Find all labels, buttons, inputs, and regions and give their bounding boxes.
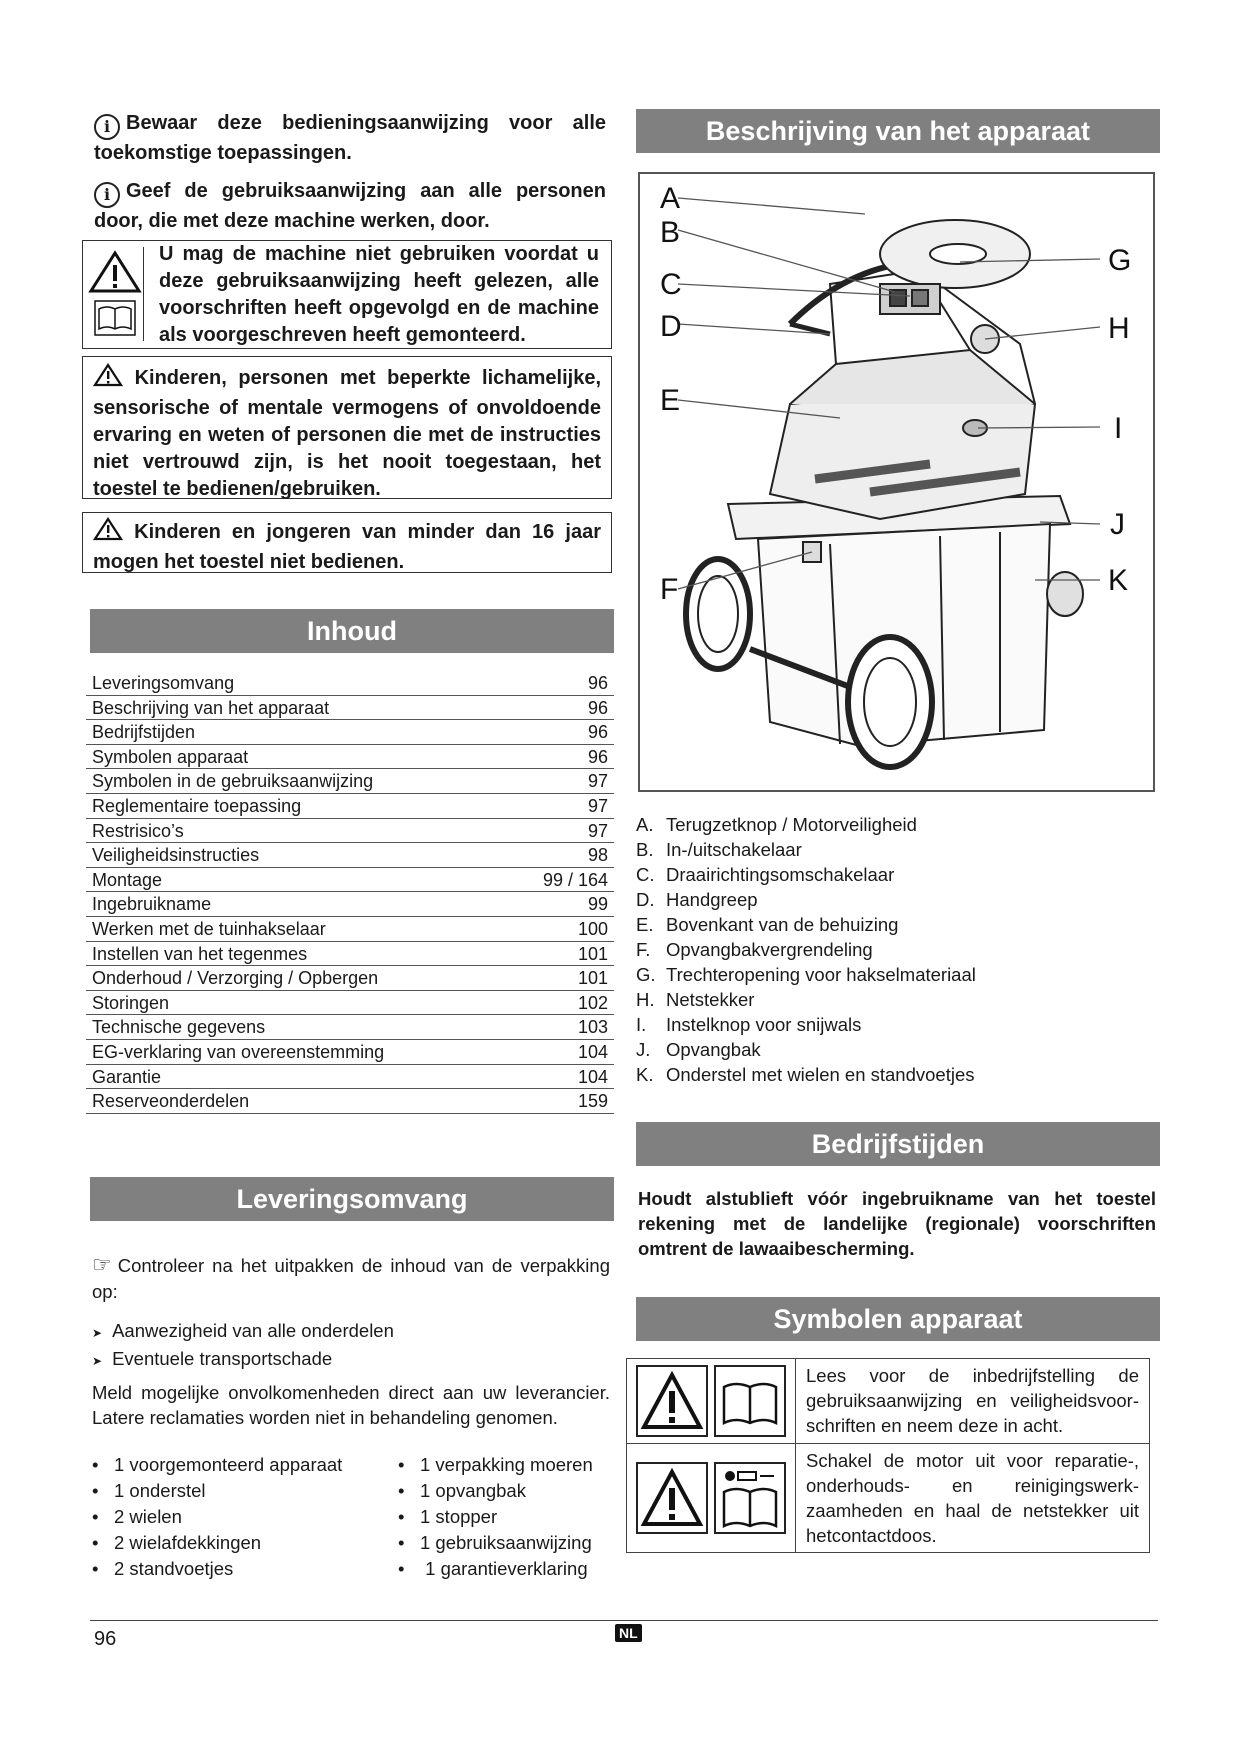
part-description: Handgreep — [666, 889, 758, 910]
section-banner-symbolen: Symbolen apparaat — [636, 1297, 1160, 1341]
part-description: Trechteropening voor hakselmateriaal — [666, 964, 976, 985]
toc-entry-page: 99 — [587, 894, 608, 915]
table-row — [86, 843, 614, 868]
toc-entry-label: Technische gegevens — [92, 1017, 266, 1038]
table-row — [86, 892, 614, 917]
warning-icon — [636, 1365, 708, 1437]
toc-entry-label: Garantie — [92, 1066, 162, 1087]
list-item: • 1 voorgemonteerd apparaat — [92, 1452, 342, 1478]
list-item: ➤ Eventuele transportschade — [92, 1348, 333, 1369]
part-description: Terugzetknop / Motorveiligheid — [666, 814, 917, 835]
children-warning-text: Kinderen, personen met beperkte lichamelijke, sensorische of mentale vermogens of onvoldoende ervaring en weten of personen die met de instructies niet vertrouwd zijn, is het nooit toegestaan, het toestel te bedienen/gebruiken. — [93, 363, 601, 503]
toc-entry-label: Reserveonderdelen — [92, 1091, 250, 1112]
table-row — [627, 1359, 1149, 1444]
part-description: Draairichtingsomschakelaar — [666, 864, 895, 885]
delivery-check-note: ☞ Controleer na het uitpakken de inhoud van de verpakking op: — [92, 1252, 610, 1302]
age-warning-text: Kinderen en jongeren van minder dan 16 jaar mogen het toestel niet bedienen. — [93, 517, 601, 576]
section-banner-leveringsomvang: Leveringsomvang — [90, 1177, 614, 1221]
diagram-label-h: H — [1108, 312, 1130, 345]
toc-entry-label: Symbolen in de gebruiksaanwijzing — [92, 771, 374, 792]
list-item: • 1 gebruiksaanwijzing — [398, 1530, 593, 1556]
part-letter: D. — [636, 889, 655, 910]
part-description: Instelknop voor snijwals — [666, 1014, 862, 1035]
table-row — [86, 917, 614, 942]
list-item — [636, 1062, 976, 1087]
toc-entry-label: Restrisico’s — [92, 820, 184, 841]
symbol-icons — [627, 1359, 796, 1443]
table-row — [86, 1040, 614, 1065]
toc-entry-page: 159 — [577, 1091, 608, 1112]
diagram-label-i: I — [1114, 412, 1123, 445]
info-note-1: i Bewaar deze bedieningsaanwijzing voor alle toekomstige toepassingen. — [94, 112, 606, 164]
list-item: • 1 garantieverklaring — [398, 1556, 593, 1582]
info-note-2: i Geef de gebruiksaanwijzing aan alle personen door, die met deze machine werken, door. — [94, 180, 606, 232]
garden-shredder-illustration — [640, 174, 1153, 790]
table-row — [86, 1065, 614, 1090]
toc-entry-label: Beschrijving van het apparaat — [92, 697, 330, 718]
toc-entry-label: EG-verklaring van overeenstemming — [92, 1041, 385, 1062]
section-banner-beschrijving: Beschrijving van het apparaat — [636, 109, 1160, 153]
table-row — [86, 671, 614, 696]
toc-entry-page: 98 — [587, 845, 608, 866]
part-description: Onderstel met wielen en standvoetjes — [666, 1064, 975, 1085]
toc-entry-label: Bedrijfstijden — [92, 722, 196, 743]
warning-read-icons — [87, 247, 144, 341]
part-description: In-/uitschakelaar — [666, 839, 802, 860]
toc-entry-page: 97 — [587, 820, 608, 841]
list-item: • 2 wielafdekkingen — [92, 1530, 342, 1556]
toc-entry-page: 103 — [577, 1017, 608, 1038]
toc-entry-page: 96 — [587, 722, 608, 743]
warning-triangle-icon — [93, 517, 123, 549]
toc-entry-page: 104 — [577, 1041, 608, 1062]
symbol-icons — [627, 1444, 796, 1552]
part-description: Netstekker — [666, 989, 755, 1010]
diagram-label-g: G — [1108, 244, 1132, 277]
part-description: Bovenkant van de behuizing — [666, 914, 899, 935]
delivery-checks — [92, 1318, 394, 1374]
table-row — [86, 868, 614, 893]
table-row — [627, 1444, 1149, 1552]
toc-entry-page: 96 — [587, 746, 608, 767]
part-description: Opvangbak — [666, 1039, 761, 1060]
part-letter: F. — [636, 939, 651, 960]
toc-entry-label: Ingebruikname — [92, 894, 212, 915]
diagram-label-a: A — [660, 182, 681, 215]
toc-entry-label: Veiligheidsinstructies — [92, 845, 260, 866]
delivery-items-left — [92, 1452, 342, 1582]
toc-entry-page: 97 — [587, 771, 608, 792]
list-item — [636, 837, 976, 862]
read-manual-warning-box — [82, 240, 612, 349]
diagram-label-j: J — [1110, 508, 1125, 541]
part-letter: J. — [636, 1039, 651, 1060]
pointing-hand-icon: ☞ — [92, 1252, 112, 1277]
part-letter: E. — [636, 914, 654, 935]
table-row — [86, 696, 614, 721]
info-icon: i — [94, 182, 120, 208]
list-item: ➤ Aanwezigheid van alle onderdelen — [92, 1320, 394, 1341]
table-row — [86, 769, 614, 794]
toc-entry-label: Montage — [92, 869, 163, 890]
diagram-label-b: B — [660, 216, 681, 249]
toc-entry-page: 102 — [577, 992, 608, 1013]
toc-entry-page: 99 / 164 — [542, 869, 608, 890]
bedrijfstijden-text: Houdt alstublieft vóór ingebruikname van het toestel rekening met de landelijke (regionale) voorschriften omtrent de lawaaibescherming. — [638, 1188, 1156, 1259]
warning-triangle-icon — [93, 363, 123, 395]
toc-entry-label: Leveringsomvang — [92, 673, 235, 693]
list-item: • 1 opvangbak — [398, 1478, 593, 1504]
list-item — [636, 937, 976, 962]
table-row — [86, 720, 614, 745]
read-manual-icon — [714, 1365, 786, 1437]
toc-entry-page: 104 — [577, 1066, 608, 1087]
toc-entry-page: 100 — [577, 918, 608, 939]
symbol-text: Lees voor de inbedrijfstelling de gebruiksaanwijzing en veiligheidsvoor-schriften en neem deze in acht. — [806, 1365, 1139, 1436]
toc-entry-page: 97 — [587, 795, 608, 816]
warning-icon — [636, 1462, 708, 1534]
list-item: • 2 wielen — [92, 1504, 342, 1530]
list-item — [636, 887, 976, 912]
diagram-label-f: F — [660, 573, 679, 606]
list-item — [636, 1037, 976, 1062]
list-item: • 1 stopper — [398, 1504, 593, 1530]
toc-entry-label: Instellen van het tegenmes — [92, 943, 308, 964]
toc-entry-page: 101 — [577, 968, 608, 989]
toc-entry-label: Symbolen apparaat — [92, 746, 249, 767]
part-letter: H. — [636, 989, 655, 1010]
part-letter: I. — [636, 1014, 647, 1035]
list-item — [636, 1012, 976, 1037]
toc-entry-page: 96 — [587, 697, 608, 718]
list-item: • 2 standvoetjes — [92, 1556, 342, 1582]
list-item — [636, 987, 976, 1012]
symbols-table — [626, 1358, 1150, 1553]
symbol-text: Schakel de motor uit voor reparatie-, onderhouds- en reinigingswerk-zaamheden en haal de netstekker uit hetcontactdoos. — [806, 1450, 1139, 1546]
footer-divider — [90, 1620, 1158, 1621]
part-description: Opvangbakvergrendeling — [666, 939, 873, 960]
table-row — [86, 819, 614, 844]
toc-entry-page: 96 — [587, 673, 608, 693]
toc-entry-label: Reglementaire toepassing — [92, 795, 302, 816]
toc-entry-label: Werken met de tuinhakselaar — [92, 918, 326, 939]
unplug-manual-icon — [714, 1462, 786, 1534]
part-letter: B. — [636, 839, 654, 860]
section-banner-bedrijfstijden: Bedrijfstijden — [636, 1122, 1160, 1166]
delivery-report-note: Meld mogelijke onvolkomenheden direct aan uw leverancier. Latere reclamaties worden niet in behandeling genomen. — [92, 1382, 610, 1428]
toc-entry-label: Onderhoud / Verzorging / Opbergen — [92, 968, 379, 989]
children-warning-box — [82, 356, 612, 499]
part-letter: K. — [636, 1064, 654, 1085]
parts-legend — [636, 812, 976, 1087]
toc-entry-label: Storingen — [92, 992, 170, 1013]
section-banner-inhoud: Inhoud — [90, 609, 614, 653]
table-row — [86, 1015, 614, 1040]
page-number: 96 — [94, 1628, 117, 1650]
toc-entry-page: 101 — [577, 943, 608, 964]
table-row — [86, 1089, 614, 1114]
list-item — [636, 912, 976, 937]
part-letter: A. — [636, 814, 654, 835]
list-item: • 1 verpakking moeren — [398, 1452, 593, 1478]
diagram-label-c: C — [660, 268, 682, 301]
diagram-label-e: E — [660, 384, 681, 417]
list-item — [636, 962, 976, 987]
language-badge: NL — [615, 1624, 642, 1642]
age-warning-box — [82, 512, 612, 573]
table-row — [86, 991, 614, 1016]
part-letter: G. — [636, 964, 656, 985]
info-icon: i — [94, 114, 120, 140]
diagram-label-k: K — [1108, 564, 1129, 597]
list-item — [636, 812, 976, 837]
table-row — [86, 942, 614, 967]
table-row — [86, 966, 614, 991]
table-row — [86, 794, 614, 819]
read-manual-warning-text: U mag de machine niet gebruiken voordat u deze gebruiksaanwijzing heeft gelezen, alle voorschriften heeft opgevolgd en de machine als voorgeschreven heeft gemonteerd. — [159, 243, 599, 346]
table-row — [86, 745, 614, 770]
diagram-label-d: D — [660, 310, 682, 343]
list-item — [636, 862, 976, 887]
machine-diagram — [638, 172, 1155, 792]
table-of-contents — [86, 671, 614, 1114]
delivery-items-right — [398, 1452, 593, 1582]
list-item: • 1 onderstel — [92, 1478, 342, 1504]
part-letter: C. — [636, 864, 655, 885]
